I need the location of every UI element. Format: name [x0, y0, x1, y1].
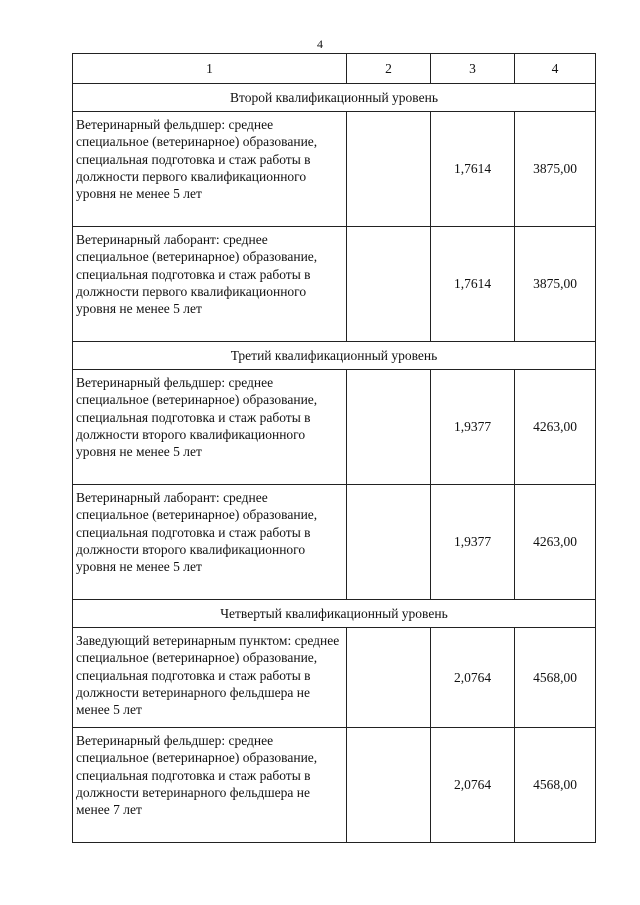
table-row [73, 628, 596, 728]
column-2-cell [347, 628, 431, 728]
salary-cell: 3875,00 [515, 227, 596, 342]
position-description: Ветеринарный фельдшер: среднее специальное (ветеринарное) образование, специальная подготовка и стаж работы в должности первого квалификационного уровня не менее 5 лет [73, 112, 347, 227]
level-heading: Третий квалификационный уровень [73, 342, 596, 370]
column-number-3: 3 [431, 54, 515, 84]
coefficient-cell: 1,9377 [431, 370, 515, 485]
level-heading: Четвертый квалификационный уровень [73, 600, 596, 628]
level-heading: Второй квалификационный уровень [73, 84, 596, 112]
coefficient-cell: 1,7614 [431, 227, 515, 342]
table-row [73, 728, 596, 843]
page-number: 4 [317, 37, 323, 51]
table-row [73, 227, 596, 342]
salary-cell: 4263,00 [515, 370, 596, 485]
qualification-table [72, 53, 596, 843]
position-description: Ветеринарный лаборант: среднее специальное (ветеринарное) образование, специальная подготовка и стаж работы в должности второго квалификационного уровня не менее 5 лет [73, 485, 347, 600]
coefficient-cell: 2,0764 [431, 728, 515, 843]
salary-cell: 4568,00 [515, 628, 596, 728]
level-heading-row [73, 342, 596, 370]
position-description: Ветеринарный фельдшер: среднее специальное (ветеринарное) образование, специальная подготовка и стаж работы в должности ветеринарного фельдшера не менее 7 лет [73, 728, 347, 843]
column-number-4: 4 [515, 54, 596, 84]
column-2-cell [347, 485, 431, 600]
salary-cell: 4263,00 [515, 485, 596, 600]
column-number-2: 2 [347, 54, 431, 84]
coefficient-cell: 1,9377 [431, 485, 515, 600]
position-description: Заведующий ветеринарным пунктом: среднее специальное (ветеринарное) образование, специальная подготовка и стаж работы в должности ветеринарного фельдшера не менее 5 лет [73, 628, 347, 728]
coefficient-cell: 1,7614 [431, 112, 515, 227]
column-2-cell [347, 112, 431, 227]
table-row [73, 485, 596, 600]
column-number-1: 1 [73, 54, 347, 84]
coefficient-cell: 2,0764 [431, 628, 515, 728]
table-row [73, 370, 596, 485]
position-description: Ветеринарный лаборант: среднее специальное (ветеринарное) образование, специальная подготовка и стаж работы в должности первого квалификационного уровня не менее 5 лет [73, 227, 347, 342]
salary-cell: 3875,00 [515, 112, 596, 227]
level-heading-row [73, 600, 596, 628]
table-row [73, 112, 596, 227]
position-description: Ветеринарный фельдшер: среднее специальное (ветеринарное) образование, специальная подготовка и стаж работы в должности второго квалификационного уровня не менее 5 лет [73, 370, 347, 485]
column-2-cell [347, 227, 431, 342]
salary-cell: 4568,00 [515, 728, 596, 843]
column-2-cell [347, 728, 431, 843]
table-header-row [73, 54, 596, 84]
level-heading-row [73, 84, 596, 112]
column-2-cell [347, 370, 431, 485]
